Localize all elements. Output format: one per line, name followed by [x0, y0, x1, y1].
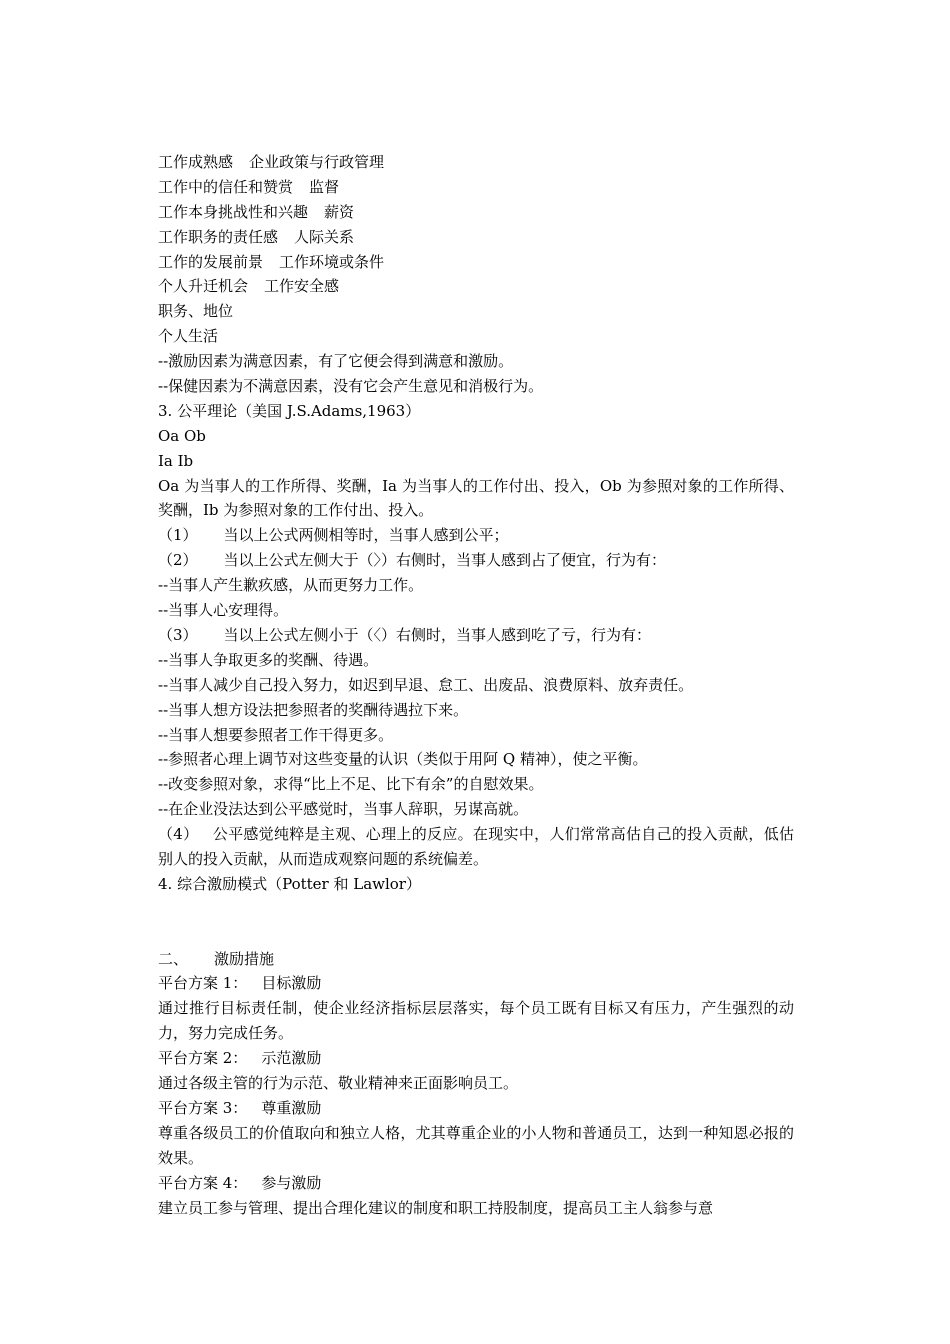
- formula-denominator: Ia Ib: [158, 451, 194, 470]
- plan-label: 平台方案 3：: [158, 1098, 248, 1117]
- plan-heading: [158, 1046, 794, 1071]
- factor-row: [158, 299, 794, 324]
- plan-description: 建立员工参与管理、提出合理化建议的制度和职工持股制度，提高员工主人翁参与意: [158, 1198, 714, 1217]
- list-item: --当事人产生歉疚感，从而更努力工作。: [158, 576, 424, 595]
- spacer: [158, 897, 794, 947]
- plan-heading: [158, 1171, 794, 1196]
- list-item: --当事人想要参照者工作干得更多。: [158, 725, 394, 744]
- list-item: --参照者心理上调节对这些变量的认识（类似于用阿 Q 精神），使之平衡。: [158, 750, 648, 769]
- plan-description: 通过推行目标责任制，使企业经济指标层层落实，每个员工既有目标又有压力，产生强烈的动力，努力完成任务。: [158, 999, 794, 1043]
- case-line: [158, 523, 794, 548]
- factor-row: [158, 150, 794, 175]
- motivator-factor: 工作的发展前景: [158, 252, 264, 271]
- plan-title: 参与激励: [261, 1173, 322, 1192]
- hygiene-factor: 人际关系: [294, 227, 355, 246]
- hygiene-factor: 工作安全感: [264, 277, 340, 296]
- section-title: 激励措施: [214, 949, 275, 968]
- hygiene-factor: 企业政策与行政管理: [249, 153, 385, 171]
- case-line: [158, 548, 794, 573]
- list-item: --当事人想方设法把参照者的奖酬待遇拉下来。: [158, 700, 469, 719]
- factor-row: [158, 250, 794, 275]
- formula-definition: Oa 为当事人的工作所得、奖酬，Ia 为当事人的工作付出、投入，Ob 为参照对象的工作所得、奖酬，Ib 为参照对象的工作付出、投入。: [158, 476, 794, 520]
- factor-row: [158, 274, 794, 299]
- factor-row: [158, 225, 794, 250]
- factor-row: [158, 175, 794, 200]
- section-number: 二、: [158, 949, 189, 968]
- list-item: --当事人争取更多的奖酬、待遇。: [158, 650, 379, 669]
- case-number: （4）: [158, 825, 199, 844]
- plan-label: 平台方案 1：: [158, 974, 248, 993]
- list-item: --改变参照对象，求得“比上不足、比下有余”的自慰效果。: [158, 775, 544, 794]
- document-page: [158, 150, 794, 1220]
- case-text: 当以上公式两侧相等时，当事人感到公平；: [223, 526, 509, 545]
- plan-description: 尊重各级员工的价值取向和独立人格，尤其尊重企业的小人物和普通员工，达到一种知恩必报的效果。: [158, 1123, 794, 1167]
- plan-label: 平台方案 4：: [158, 1173, 248, 1192]
- motivator-factor: 工作成熟感: [158, 153, 234, 171]
- note-line: --保健因素为不满意因素，没有它会产生意见和消极行为。: [158, 377, 544, 396]
- section-heading-comprehensive: 4. 综合激励模式（Potter 和 Lawlor）: [158, 874, 421, 893]
- factor-row: [158, 324, 794, 349]
- plan-title: 目标激励: [261, 974, 322, 993]
- motivator-factor: 个人升迁机会: [158, 277, 249, 296]
- plan-title: 尊重激励: [261, 1098, 322, 1117]
- list-item: --当事人心安理得。: [158, 601, 289, 620]
- case-line: [158, 623, 794, 648]
- motivator-factor: 工作职务的责任感: [158, 227, 279, 246]
- note-line: --激励因素为满意因素，有了它便会得到满意和激励。: [158, 352, 514, 371]
- plan-title: 示范激励: [261, 1049, 322, 1068]
- case-number: （2）: [158, 551, 198, 570]
- section-heading-measures: [158, 947, 794, 972]
- hygiene-factor: 薪资: [324, 202, 355, 221]
- plan-description: 通过各级主管的行为示范、敬业精神来正面影响员工。: [158, 1074, 519, 1093]
- list-item: --当事人减少自己投入努力，如迟到早退、怠工、出废品、浪费原料、放弃责任。: [158, 675, 694, 694]
- case-text: 当以上公式左侧小于（〈）右侧时，当事人感到吃了亏，行为有：: [223, 625, 652, 644]
- case-text: 当以上公式左侧大于（〉）右侧时，当事人感到占了便宜，行为有：: [223, 551, 667, 570]
- plan-heading: [158, 971, 794, 996]
- section-heading-equity: 3. 公平理论（美国 J.S.Adams,1963）: [158, 401, 421, 420]
- case-paragraph: [158, 822, 794, 872]
- hygiene-factor: 监督: [309, 177, 340, 196]
- case-text: 公平感觉纯粹是主观、心理上的反应。在现实中，人们常常高估自己的投入贡献，低估别人的投入贡献，从而造成观察问题的系统偏差。: [158, 825, 795, 868]
- plan-heading: [158, 1096, 794, 1121]
- hygiene-factor: 工作环境或条件: [279, 252, 385, 271]
- motivator-factor: 个人生活: [158, 327, 219, 346]
- motivator-factor: 工作中的信任和赞赏: [158, 177, 294, 196]
- list-item: --在企业没法达到公平感觉时，当事人辞职，另谋高就。: [158, 800, 529, 819]
- case-number: （3）: [158, 625, 198, 644]
- case-number: （1）: [158, 526, 198, 545]
- factor-row: [158, 200, 794, 225]
- formula-numerator: Oa Ob: [158, 426, 206, 445]
- motivator-factor: 职务、地位: [158, 302, 234, 321]
- motivator-factor: 工作本身挑战性和兴趣: [158, 202, 309, 221]
- plan-label: 平台方案 2：: [158, 1049, 248, 1068]
